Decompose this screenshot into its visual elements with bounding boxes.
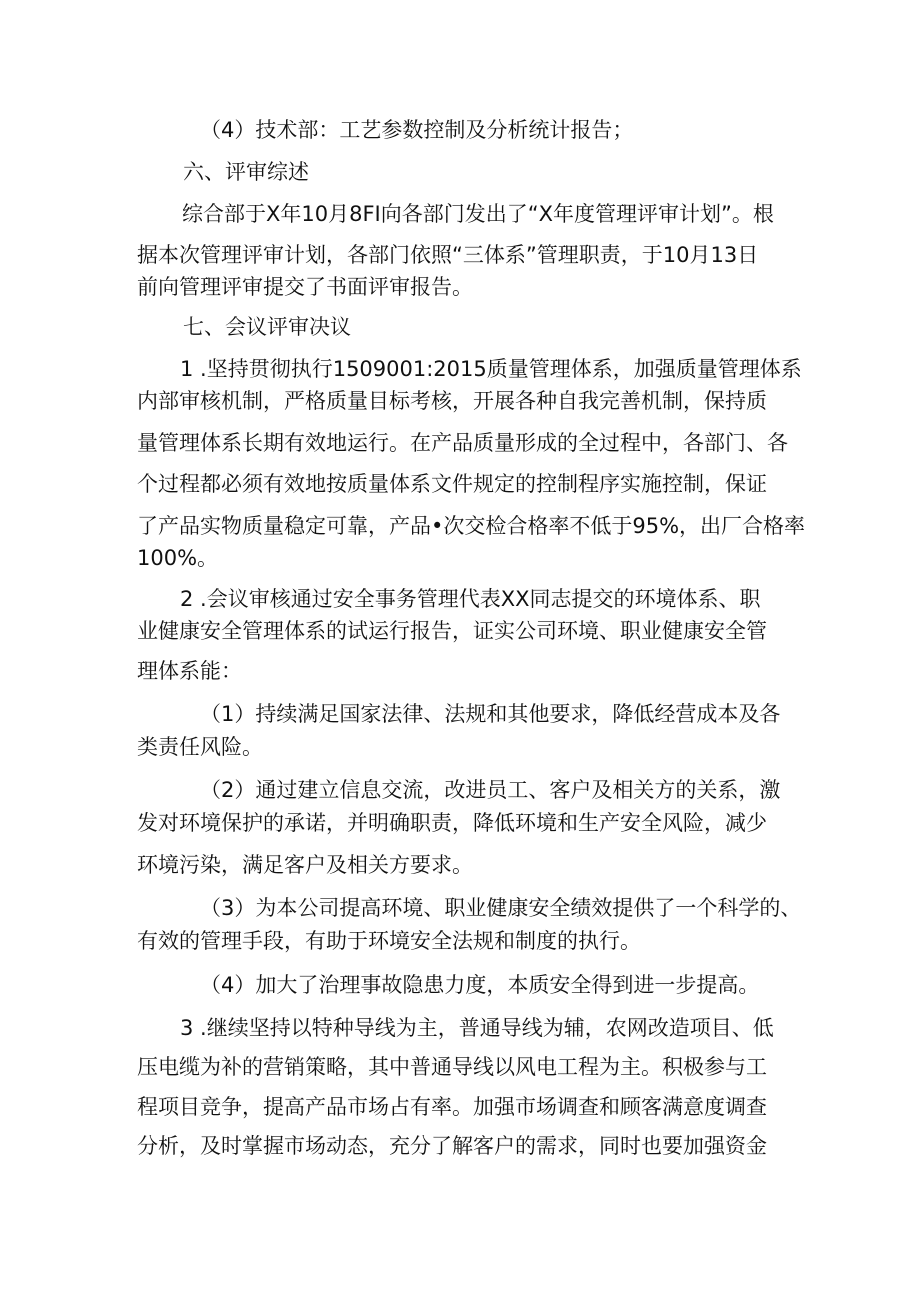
text-line: 2 .会议审核通过安全事务管理代表XX同志提交的环境体系、职 [180, 587, 761, 611]
text-line: 量管理体系长期有效地运行。在产品质量形成的全过程中，各部门、各 [137, 431, 788, 455]
text-line: 环境污染，满足客户及相关方要求。 [137, 853, 473, 877]
section-heading: 七、会议评审决议 [183, 315, 351, 339]
text-line: 前向管理评审提交了书面评审报告。 [137, 275, 473, 299]
text-line: 100%。 [137, 546, 219, 570]
text-line: 3 .继续坚持以特种导线为主，普通导线为辅，农网改造项目、低 [180, 1016, 774, 1040]
text-line: （4）技术部：工艺参数控制及分析统计报告； [200, 118, 634, 142]
text-line: 个过程都必须有效地按质量体系文件规定的控制程序实施控制，保证 [137, 472, 767, 496]
text-line: 业健康安全管理体系的试运行报告，证实公司环境、职业健康安全管 [137, 619, 767, 643]
text-line: 发对环境保护的承诺，并明确职责，降低环境和生产安全风险，减少 [137, 811, 767, 835]
text-line: 分析，及时掌握市场动态，充分了解客户的需求，同时也要加强资金 [137, 1134, 767, 1158]
section-heading: 六、评审综述 [183, 160, 309, 184]
text-line: 有效的管理手段，有助于环境安全法规和制度的执行。 [137, 929, 641, 953]
text-line: （1）持续满足国家法律、法规和其他要求，降低经营成本及各 [200, 702, 781, 726]
text-line: 理体系能： [137, 659, 242, 683]
text-line: 类责任风险。 [137, 735, 263, 759]
text-line: 1 .坚持贯彻执行1509001:2015质量管理体系，加强质量管理体系 [180, 357, 802, 381]
text-line: 综合部于X年10月8FI向各部门发出了“X年度管理评审计划”。根 [182, 202, 774, 226]
text-line: 压电缆为补的营销策略，其中普通导线以风电工程为主。积极参与工 [137, 1055, 767, 1079]
text-line: 了产品实物质量稳定可靠，产品•次交检合格率不低于95%，出厂合格率 [137, 514, 806, 538]
text-line: 据本次管理评审计划，各部门依照“三体系”管理职责，于10月13日 [137, 243, 759, 267]
text-line: （3）为本公司提高环境、职业健康安全绩效提供了一个科学的、 [200, 896, 802, 920]
text-line: （2）通过建立信息交流，改进员工、客户及相关方的关系，激 [200, 778, 781, 802]
text-line: 程项目竞争，提高产品市场占有率。加强市场调查和顾客满意度调查 [137, 1095, 767, 1119]
text-line: 内部审核机制，严格质量目标考核，开展各种自我完善机制，保持质 [137, 389, 767, 413]
text-line: （4）加大了治理事故隐患力度，本质安全得到进一步提高。 [200, 973, 760, 997]
